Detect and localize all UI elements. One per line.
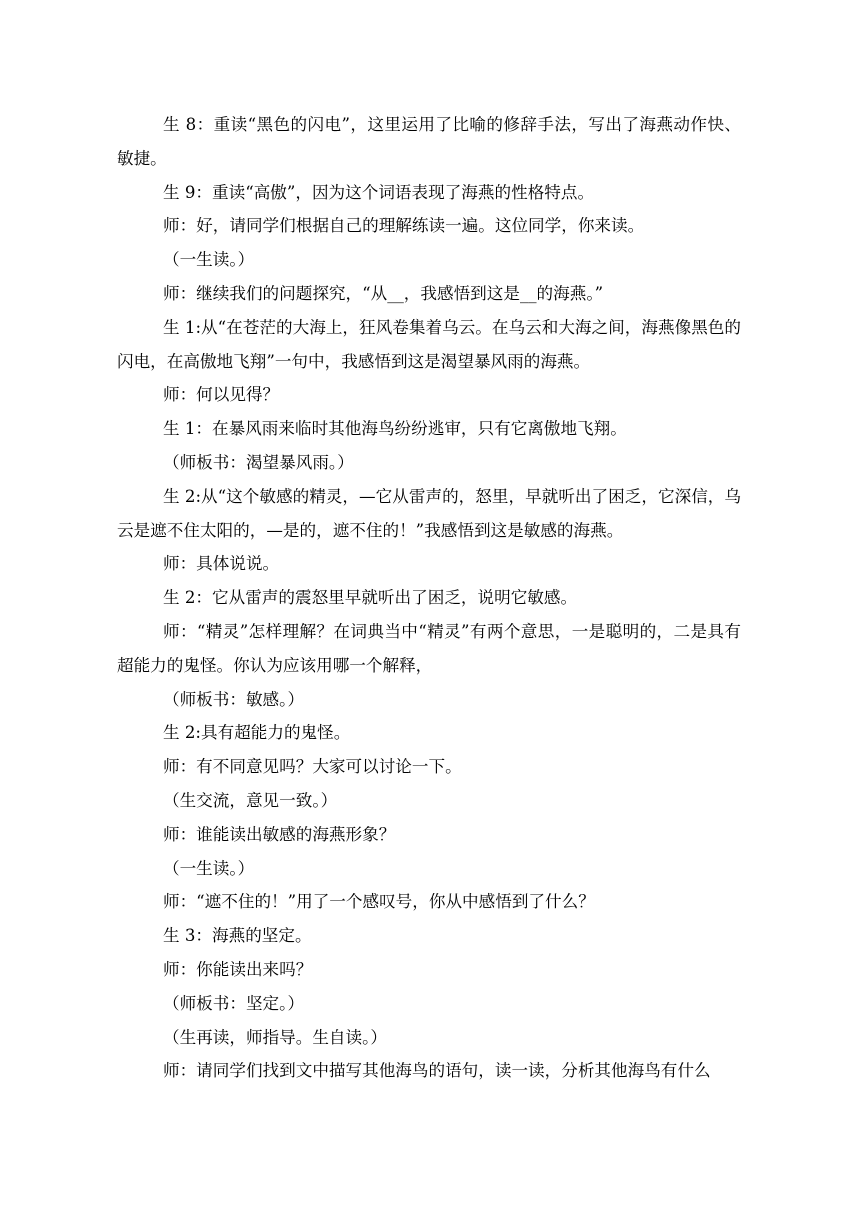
paragraph-12: 生 2：它从雷声的震怒里早就听出了困乏，说明它敏感。 <box>163 588 578 608</box>
paragraph-24: （生再读，师指导。生自读。） <box>163 1027 388 1047</box>
paragraph-13: 师：“精灵”怎样理解？在词典当中“精灵”有两个意思，一是聪明的，二是具有超能力的鬼怪。你认为应该用哪一个解释， <box>117 621 741 675</box>
paragraph-14: （师板书：敏感。） <box>163 689 305 709</box>
paragraph-25: 师：请同学们找到文中描写其他海鸟的语句，读一读，分析其他海鸟有什么 <box>163 1061 711 1081</box>
paragraph-10: 生 2:从“这个敏感的精灵，—它从雷声的，怒里，早就听出了困乏，它深信，乌云是遮不住太阳的，—是的，遮不住的！”我感悟到这是敏感的海燕。 <box>117 486 741 540</box>
paragraph-17: （生交流，意见一致。） <box>163 790 338 810</box>
paragraph-23: （师板书：坚定。） <box>163 993 305 1013</box>
paragraph-3: 师：好，请同学们根据自己的理解练读一遍。这位同学，你来读。 <box>163 216 645 236</box>
paragraph-6: 生 1:从“在苍茫的大海上，狂风卷集着乌云。在乌云和大海之间，海燕像黑色的闪电，在高傲地飞翔”一句中，我感悟到这是渴望暴风雨的海燕。 <box>117 317 741 371</box>
paragraph-21: 生 3：海燕的坚定。 <box>163 926 312 946</box>
paragraph-5: 师：继续我们的问题探究，“从__，我感悟到这是__的海燕。” <box>163 283 604 303</box>
paragraph-15: 生 2:具有超能力的鬼怪。 <box>163 723 351 743</box>
paragraph-22: 师：你能读出来吗？ <box>163 959 313 979</box>
paragraph-11: 师：具体说说。 <box>163 554 280 574</box>
paragraph-19: （一生读。） <box>163 858 255 878</box>
paragraph-18: 师：谁能读出敏感的海燕形象？ <box>163 824 396 844</box>
paragraph-1: 生 8：重读“黑色的闪电”，这里运用了比喻的修辞手法，写出了海燕动作快、敏捷。 <box>117 115 741 168</box>
paragraph-9: （师板书：渴望暴风雨。） <box>163 452 354 472</box>
paragraph-7: 师：何以见得？ <box>163 385 280 405</box>
document-body <box>117 108 741 1088</box>
paragraph-2: 生 9：重读“高傲”，因为这个词语表现了海燕的性格特点。 <box>163 182 595 202</box>
paragraph-8: 生 1：在暴风雨来临时其他海鸟纷纷逃审，只有它离傲地飞翔。 <box>163 419 627 439</box>
paragraph-20: 师：“遮不住的！”用了一个感叹号，你从中感悟到了什么？ <box>163 892 595 912</box>
paragraph-4: （一生读。） <box>163 250 255 270</box>
paragraph-16: 师：有不同意见吗？大家可以讨论一下。 <box>163 757 462 777</box>
